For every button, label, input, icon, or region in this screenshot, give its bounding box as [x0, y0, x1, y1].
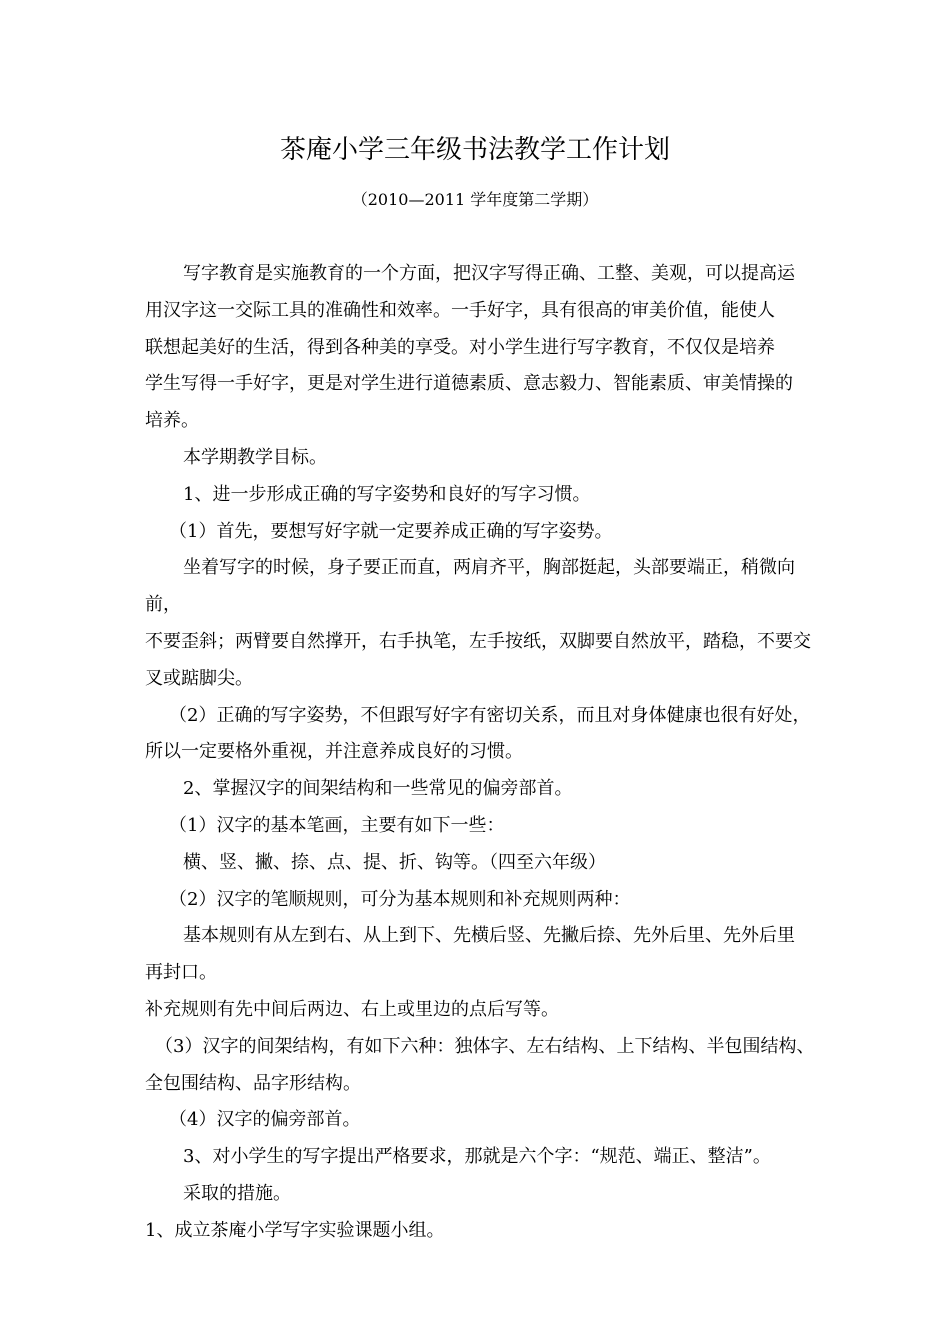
text-line: 写字教育是实施教育的一个方面，把汉字写得正确、工整、美观，可以提高运 — [183, 263, 795, 284]
text-line: 用汉字这一交际工具的准确性和效率。一手好字，具有很高的审美价值，能使人 — [145, 299, 775, 321]
text-line: 3、对小学生的写字提出严格要求，那就是六个字：“规范、端正、整洁”。 — [183, 1146, 771, 1168]
text-line: （1）首先，要想写好字就一定要养成正确的写字姿势。 — [169, 520, 613, 542]
document-title: 茶庵小学三年级书法教学工作计划 — [279, 135, 670, 165]
text-line: 2、掌握汉字的间架结构和一些常见的偏旁部首。 — [183, 778, 573, 800]
text-line: 横、竖、撇、捺、点、提、折、钩等。（四至六年级） — [183, 851, 606, 873]
text-line: （3）汉字的间架结构，有如下六种：独体字、左右结构、上下结构、半包围结构、 — [155, 1035, 815, 1057]
text-line: 所以一定要格外重视，并注意养成良好的习惯。 — [145, 741, 523, 763]
text-line: 补充规则有先中间后两边、右上或里边的点后写等。 — [145, 998, 559, 1020]
text-line: 坐着写字的时候，身子要正而直，两肩齐平，胸部挺起，头部要端正，稍微向 — [183, 557, 795, 579]
text-line: 1、进一步形成正确的写字姿势和良好的写字习惯。 — [183, 483, 591, 505]
text-line: 培养。 — [145, 410, 199, 432]
text-line: 联想起美好的生活，得到各种美的享受。对小学生进行写字教育，不仅仅是培养 — [145, 336, 775, 358]
text-line: 1、成立茶庵小学写字实验课题小组。 — [145, 1219, 445, 1241]
text-line: 前， — [145, 594, 181, 616]
text-line: 基本规则有从左到右、从上到下、先横后竖、先撇后捺、先外后里、先外后里 — [183, 925, 795, 947]
text-line: 采取的措施。 — [183, 1182, 291, 1204]
text-line: （4）汉字的偏旁部首。 — [169, 1109, 361, 1131]
text-line: 不要歪斜；两臂要自然撑开，右手执笔，左手按纸，双脚要自然放平，踏稳，不要交 — [145, 630, 811, 652]
text-line: （1）汉字的基本笔画，主要有如下一些： — [169, 814, 505, 836]
text-line: 学生写得一手好字，更是对学生进行道德素质、意志毅力、智能素质、审美情操的 — [145, 373, 793, 395]
text-line: 本学期教学目标。 — [183, 446, 327, 468]
text-line: 再封口。 — [145, 962, 217, 984]
text-line: （2）正确的写字姿势，不但跟写好字有密切关系，而且对身体健康也很有好处， — [169, 704, 811, 726]
document-subtitle: （2010—2011 学年度第二学期） — [351, 190, 599, 209]
text-line: 全包围结构、品字形结构。 — [145, 1072, 361, 1094]
text-line: （2）汉字的笔顺规则，可分为基本规则和补充规则两种： — [169, 888, 631, 910]
document-body — [145, 256, 815, 1250]
text-line: 叉或踮脚尖。 — [145, 667, 253, 689]
